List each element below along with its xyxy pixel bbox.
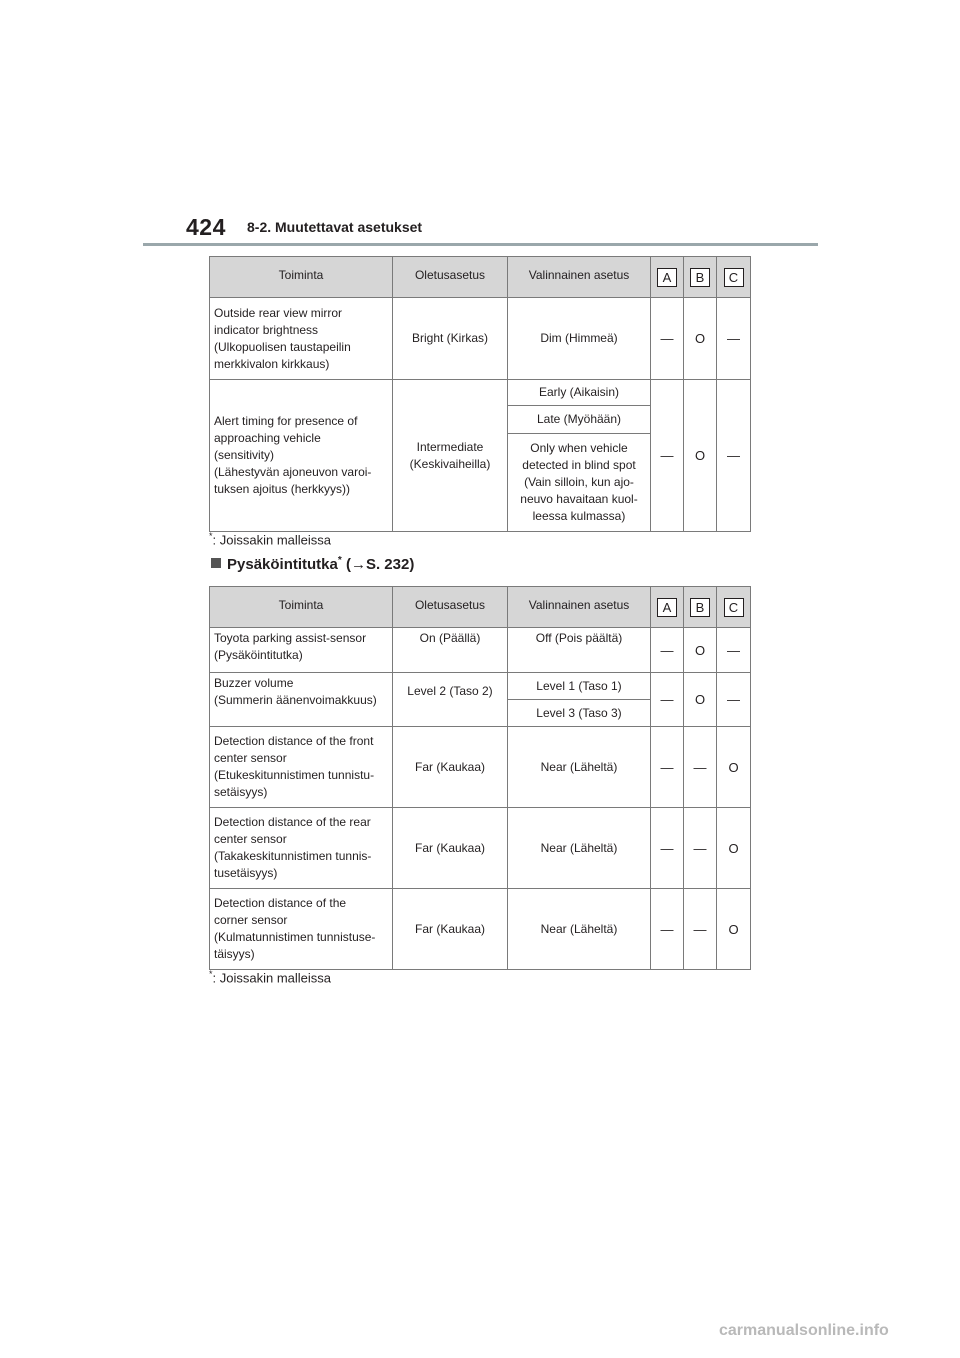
option-cell: Late (Myöhään) [508,406,651,434]
footnote: *: Joissakin malleissa [209,531,332,548]
option-cell: Near (Läheltä) [508,808,651,889]
mark-c: — [717,628,751,673]
mark-b: — [684,727,717,808]
function-cell: Detection distance of the corner sensor (Kulmatunnistimen tunnistuse- täisyys) [210,889,393,970]
default-cell: Far (Kaukaa) [393,808,508,889]
option-cell: Dim (Himmeä) [508,298,651,380]
footnote: *: Joissakin malleissa [209,969,332,986]
heading-square-icon [211,558,221,568]
mark-b: O [684,380,717,532]
mark-c: — [717,298,751,380]
header-letter-c: C [717,257,751,298]
mark-b: — [684,808,717,889]
mark-b: O [684,298,717,380]
watermark: carmanualsonline.info [719,1322,889,1339]
table-row [210,673,751,700]
option-cell: Only when vehicle detected in blind spot (Vain silloin, kun ajo- neuvo havaitaan kuol- leessa kulmassa) [508,434,651,532]
header-rule [143,243,818,246]
default-cell: Bright (Kirkas) [393,298,508,380]
header-function: Toiminta [210,587,393,628]
header-custom: Valinnainen asetus [508,587,651,628]
table-row [210,628,751,673]
page-number: 424 [186,214,226,240]
mark-b: O [684,628,717,673]
mark-a: — [651,808,684,889]
header-letter-a: A [651,587,684,628]
function-cell: Buzzer volume (Summerin äänenvoimakkuus) [210,673,393,727]
mark-a: — [651,727,684,808]
settings-table-parking-sensor [209,586,751,970]
table-row [210,808,751,889]
header-letter-c: C [717,587,751,628]
function-cell: Detection distance of the front center sensor (Etukeskitunnistimen tunnistu- setäisyys) [210,727,393,808]
function-cell: Alert timing for presence of approaching vehicle (sensitivity) (Lähestyvän ajoneuvon varoi- tuksen ajoitus (herkkyys)) [210,380,393,532]
default-cell: Intermediate (Keskivaiheilla) [393,380,508,532]
mark-c: O [717,808,751,889]
option-cell: Near (Läheltä) [508,889,651,970]
function-cell: Toyota parking assist-sensor (Pysäköintitutka) [210,628,393,673]
mark-c: — [717,673,751,727]
table-row [210,889,751,970]
section-title: 8-2. Muutettavat asetukset [247,219,423,235]
option-cell: Early (Aikaisin) [508,380,651,406]
mark-b: — [684,889,717,970]
default-cell: Level 2 (Taso 2) [393,673,508,727]
mark-b: O [684,673,717,727]
mark-c: O [717,889,751,970]
default-cell: Far (Kaukaa) [393,889,508,970]
option-cell: Near (Läheltä) [508,727,651,808]
function-cell: Detection distance of the rear center sensor (Takakeskitunnistimen tunnis- tusetäisyys) [210,808,393,889]
option-cell: Level 1 (Taso 1) [508,673,651,700]
mark-a: — [651,298,684,380]
header-default: Oletusasetus [393,587,508,628]
subheading-parking-sensor: Pysäköintitutka* (→S. 232) [211,555,414,573]
default-cell: Far (Kaukaa) [393,727,508,808]
header-letter-a: A [651,257,684,298]
header-letter-b: B [684,587,717,628]
header-function: Toiminta [210,257,393,298]
function-cell: Outside rear view mirror indicator brightness (Ulkopuolisen taustapeilin merkkivalon kirkkaus) [210,298,393,380]
header-custom: Valinnainen asetus [508,257,651,298]
table-header-row [210,587,751,628]
mark-a: — [651,673,684,727]
mark-a: — [651,628,684,673]
mark-a: — [651,889,684,970]
table-header-row [210,257,751,298]
settings-table-mirror-alert [209,256,751,532]
table-row [210,727,751,808]
mark-a: — [651,380,684,532]
default-cell: On (Päällä) [393,628,508,673]
arrow-right-icon: → [350,556,366,573]
mark-c: — [717,380,751,532]
option-cell: Off (Pois päältä) [508,628,651,673]
mark-c: O [717,727,751,808]
table-row [210,380,751,406]
header-default: Oletusasetus [393,257,508,298]
header-letter-b: B [684,257,717,298]
table-row [210,298,751,380]
option-cell: Level 3 (Taso 3) [508,700,651,727]
